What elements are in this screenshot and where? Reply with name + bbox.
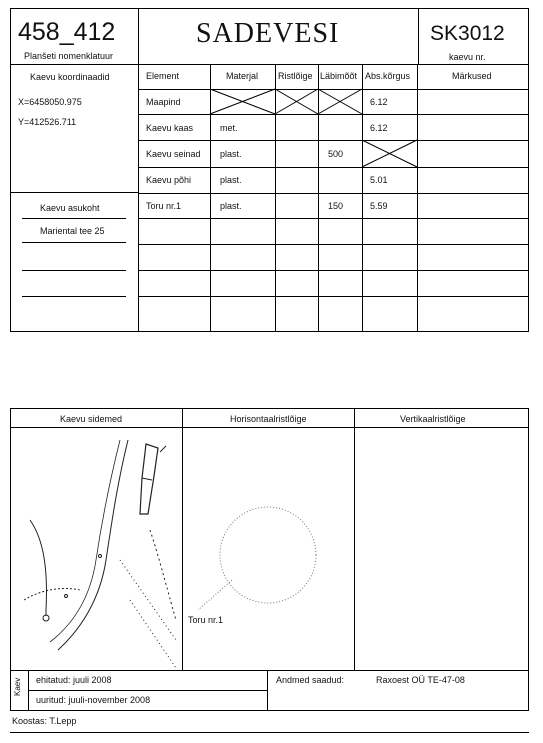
site-sketch	[24, 440, 176, 668]
cell-element: Toru nr.1	[146, 201, 182, 211]
th-diameter: Läbimõõt	[320, 71, 358, 81]
cell-abs-height: 6.12	[370, 123, 388, 133]
built-date: ehitatud: juuli 2008	[36, 675, 112, 685]
th-cross-section: Ristlõige	[278, 71, 313, 81]
cell-abs-height: 5.59	[370, 201, 388, 211]
col-header-connections: Kaevu sidemed	[60, 414, 123, 424]
data-source-value: Raxoest OÜ TE-47-08	[376, 675, 465, 685]
horizontal-section-sketch	[198, 507, 316, 610]
cell-element: Kaevu põhi	[146, 175, 192, 185]
lower-frame	[11, 409, 529, 711]
coord-y: Y=412526.711	[18, 117, 77, 127]
th-notes: Märkused	[452, 71, 492, 81]
compiler: Koostas: T.Lepp	[12, 716, 77, 726]
cell-material: plast.	[220, 149, 242, 159]
cell-element: Kaevu kaas	[146, 123, 194, 133]
cell-element: Kaevu seinad	[146, 149, 201, 159]
th-abs-height: Abs.kõrgus	[365, 71, 411, 81]
col-header-vertical: Vertikaalristlõige	[400, 414, 466, 424]
sheet-number: 458_412	[18, 18, 116, 46]
sheet-caption: Planšeti nomenklatuur	[24, 51, 114, 61]
cell-diameter: 150	[328, 201, 344, 211]
th-element: Element	[146, 71, 180, 81]
measured-date: uuritud: juuli-november 2008	[36, 695, 151, 705]
side-label: Kaev	[13, 677, 22, 696]
location-address: Mariental tee 25	[40, 226, 105, 236]
cell-material: plast.	[220, 175, 242, 185]
well-caption: kaevu nr.	[449, 52, 486, 62]
coord-x: X=6458050.975	[18, 97, 82, 107]
well-number: SK3012	[430, 22, 505, 45]
cell-element: Maapind	[146, 97, 181, 107]
data-source-label: Andmed saadud:	[276, 675, 345, 685]
cell-abs-height: 6.12	[370, 97, 388, 107]
pipe-label: Toru nr.1	[188, 615, 224, 625]
cell-abs-height: 5.01	[370, 175, 388, 185]
cell-diameter: 500	[328, 149, 344, 159]
location-caption: Kaevu asukoht	[40, 203, 100, 213]
page-title: SADEVESI	[196, 18, 340, 49]
coords-caption: Kaevu koordinaadid	[30, 72, 110, 82]
th-material: Materjal	[226, 71, 259, 81]
cell-material: met.	[220, 123, 238, 133]
cell-material: plast.	[220, 201, 242, 211]
col-header-horizontal: Horisontaalristlõige	[230, 414, 307, 424]
